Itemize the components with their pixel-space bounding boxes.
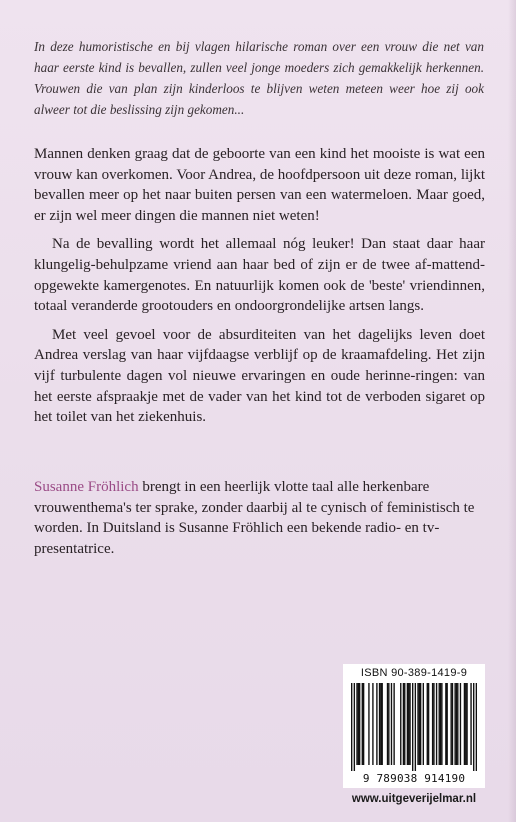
barcode-bar xyxy=(432,683,433,765)
barcode-bar xyxy=(412,683,413,771)
author-name: Susanne Fröhlich xyxy=(34,479,139,495)
barcode-bar xyxy=(454,683,455,765)
author-bio-text: brengt in een heerlijk vlotte taal alle herkenbare vrouwenthema's ter sprake, zonder daarbij al te cynisch of feministisch te worden. In Duitsland is Susanne Fröhlich een bekende radio- en tv-presentatrice. xyxy=(34,479,475,557)
barcode-bar xyxy=(372,683,373,765)
barcode-bar xyxy=(404,683,405,765)
barcode-bar xyxy=(464,683,465,765)
description-paragraph-3: Met veel gevoel voor de absurditeiten van het dagelijks leven doet Andrea verslag van haar vijfdaagse verblijf op de kraamafdeling. Het zijn vijf turbulente dagen vol nieuwe ervaringen en oude herinne-ringen: van het eerste afspraakje met de vader van het kind tot de verboden sigaret op het toilet van het ziekenhuis. xyxy=(34,326,485,426)
author-bio xyxy=(34,477,484,559)
barcode-bar xyxy=(351,683,352,771)
barcode-bar xyxy=(400,683,401,765)
barcode-bar xyxy=(450,683,451,765)
description-paragraph-2: Na de bevalling wordt het allemaal nóg leuker! Dan staat daar haar klungelig-behulpzame vriend aan haar bed of zijn er de twee af-mattend-opgewekte kamergenotes. En natuurlijk komen ook de 'beste' vriendinnen, totaal veranderde grootouders en ondoorgrondelijke artsen langs. xyxy=(34,236,485,315)
barcode-bar xyxy=(465,683,466,765)
barcode-bars xyxy=(351,683,477,771)
barcode-bar xyxy=(427,683,428,765)
barcode-bar xyxy=(358,683,359,765)
barcode-panel xyxy=(343,664,485,788)
description-paragraph-1: Mannen denken graag dat de geboorte van een kind het mooiste is wat een vrouw kan overkomen. Voor Andrea, de hoofdpersoon uit deze roman, lijkt bevallen meer op het naar buiten persen van een watermeloen. Maar goed, er zijn wel meer dingen die mannen niet weten! xyxy=(34,146,485,224)
barcode-bar xyxy=(380,683,381,765)
barcode-bar xyxy=(403,683,404,765)
barcode-bar xyxy=(363,683,364,765)
cover-edge-shadow xyxy=(508,0,516,822)
barcode-bar xyxy=(440,683,441,765)
barcode-bar xyxy=(473,683,474,771)
barcode-bar xyxy=(470,683,471,765)
barcode-bar xyxy=(388,683,389,765)
barcode-bar xyxy=(456,683,457,765)
barcode-bar xyxy=(376,683,377,765)
ean-digits: 9 789038 914190 xyxy=(362,772,466,785)
barcode-bar xyxy=(441,683,442,765)
barcode-bar xyxy=(356,683,357,765)
barcode-bar xyxy=(457,683,458,765)
barcode-bar xyxy=(409,683,410,765)
barcode-bar xyxy=(391,683,392,765)
barcode-bar xyxy=(436,683,437,765)
barcode-bar xyxy=(387,683,388,765)
barcode-bar xyxy=(359,683,360,765)
barcode-bar xyxy=(445,683,446,765)
barcode-bar xyxy=(407,683,408,765)
barcode-bar xyxy=(379,683,380,765)
barcode-bar xyxy=(362,683,363,765)
isbn-number: ISBN 90-389-1419-9 xyxy=(360,667,468,679)
barcode-bar xyxy=(354,683,355,771)
barcode-bar xyxy=(433,683,434,765)
barcode-bar xyxy=(439,683,440,765)
barcode-bar xyxy=(382,683,383,765)
barcode-bar xyxy=(415,683,416,771)
barcode-bar xyxy=(417,683,418,765)
barcode-bar xyxy=(419,683,420,765)
barcode-bar xyxy=(393,683,394,765)
barcode-bar xyxy=(420,683,421,765)
main-description xyxy=(34,144,485,428)
barcode-bar xyxy=(428,683,429,765)
barcode-bar xyxy=(408,683,409,765)
intro-blurb: In deze humoristische en bij vlagen hilarische roman over een vrouw die net van haar eerste kind is bevallen, zullen veel jonge moeders zich gemakkelijk herkennen. Vrouwen die van plan zijn kinderloos te blijven weten meteen weer hoe zij ook alweer tot die beslissing zijn gekomen... xyxy=(34,39,484,117)
barcode-bar xyxy=(368,683,369,765)
barcode-bar xyxy=(423,683,424,765)
barcode-bar xyxy=(466,683,467,765)
barcode-bar xyxy=(446,683,447,765)
barcode-bar xyxy=(452,683,453,765)
barcode-bar xyxy=(460,683,461,765)
barcode-bar xyxy=(476,683,477,771)
publisher-website: www.uitgeverijelmar.nl xyxy=(351,793,477,805)
